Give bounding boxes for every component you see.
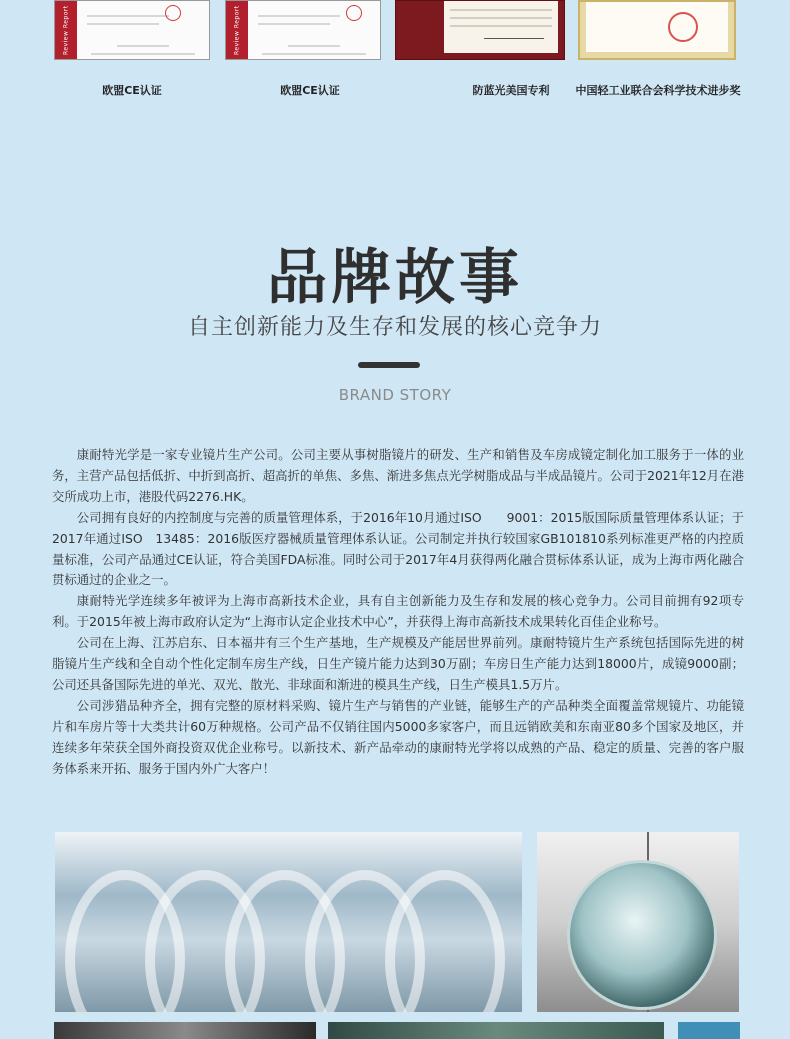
ce-certificate-image-2 xyxy=(225,0,381,60)
certificate-body xyxy=(444,1,558,53)
certificate-caption-1: 欧盟CE认证 xyxy=(102,84,162,97)
section-english-title: BRAND STORY xyxy=(338,386,452,404)
factory-photo-2 xyxy=(328,1022,664,1039)
story-paragraph: 公司涉猎品种齐全，拥有完整的原材料采购、镜片生产与销售的产业链，能够生产的产品种类全面覆盖常规镜片、功能镜片和车房片等十大类共计60万种规格。公司产品不仅销往国内5000多家客户，而且远销欧美和东南亚80多个国家及地区，并连续多年荣获全国外商投资双优企业称号。以新技术、新产品牵动的康耐特光学将以成熟的产品、稳定的质量、完善的客户服务体系来开拓、服务于国内外广大客户！ xyxy=(52,697,744,776)
section-subtitle: 自主创新能力及生存和发展的核心竞争力 xyxy=(187,315,602,340)
lens-row-photo xyxy=(55,832,522,1012)
certificate-seal-icon xyxy=(668,12,698,42)
certificate-caption-3: 防蓝光美国专利 xyxy=(472,84,550,97)
certificate-caption-4: 中国轻工业联合会科学技术进步奖 xyxy=(575,84,741,97)
science-award-certificate-image xyxy=(578,0,736,60)
story-paragraph: 康耐特光学连续多年被评为上海市高新技术企业，具有自主创新能力及生存和发展的核心竞争力。公司目前拥有92项专利。于2015年被上海市政府认定为“上海市认定企业技术中心”，并获得上海市高新技术成果转化百佳企业称号。 xyxy=(52,593,744,630)
brand-story-text xyxy=(52,445,744,780)
story-paragraph: 公司在上海、江苏启东、日本福井有三个生产基地，生产规模及产能居世界前列。康耐特镜片生产系统包括国际先进的树脂镜片生产线和全自动个性化定制车房生产线，日生产镜片能力达到30万副；车房日生产能力达到18000片，成镜9000副；公司还具备国际先进的单光、双光、散光、非球面和渐进的模具生产线，日生产模具1.5万片。 xyxy=(52,635,744,692)
factory-photo-3 xyxy=(678,1022,740,1039)
certificate-caption-2: 欧盟CE认证 xyxy=(280,84,340,97)
certificate-body xyxy=(77,1,209,59)
certificate-seal-icon xyxy=(165,5,181,21)
certificate-body xyxy=(248,1,380,59)
story-paragraph: 公司拥有良好的内控制度与完善的质量管理体系，于2016年10月通过ISO 9001：2015版国际质量管理体系认证；于2017年通过ISO 13485：2016版医疗器械质量管理体系认证。公司制定并执行较国家GB101810系列标准更严格的内控质量标准，公司产品通过CE认证，符合美国FDA标准。同时公司于2017年4月获得两化融合贯标体系认证，成为上海市两化融合贯标通过的企业之一。 xyxy=(52,509,744,588)
certificate-body xyxy=(586,2,728,52)
certificate-spine-label: Review Report xyxy=(226,1,248,59)
single-lens-photo xyxy=(537,832,739,1012)
title-divider xyxy=(358,362,420,368)
factory-photo-1 xyxy=(54,1022,316,1039)
story-paragraph: 康耐特光学是一家专业镜片生产公司。公司主要从事树脂镜片的研发、生产和销售及车房成镜定制化加工服务于一体的业务，主营产品包括低折、中折到高折、超高折的单焦、多焦、渐进多焦点光学树脂成品与半成品镜片。公司于2021年12月在港交所成功上市，港股代码2276.HK。 xyxy=(52,447,744,504)
us-patent-certificate-image xyxy=(395,0,565,60)
section-title: 品牌故事 xyxy=(267,243,523,313)
signature-mark xyxy=(484,29,544,39)
ce-certificate-image-1 xyxy=(54,0,210,60)
certificate-seal-icon xyxy=(346,5,362,21)
certificate-spine-label: Review Report xyxy=(55,1,77,59)
